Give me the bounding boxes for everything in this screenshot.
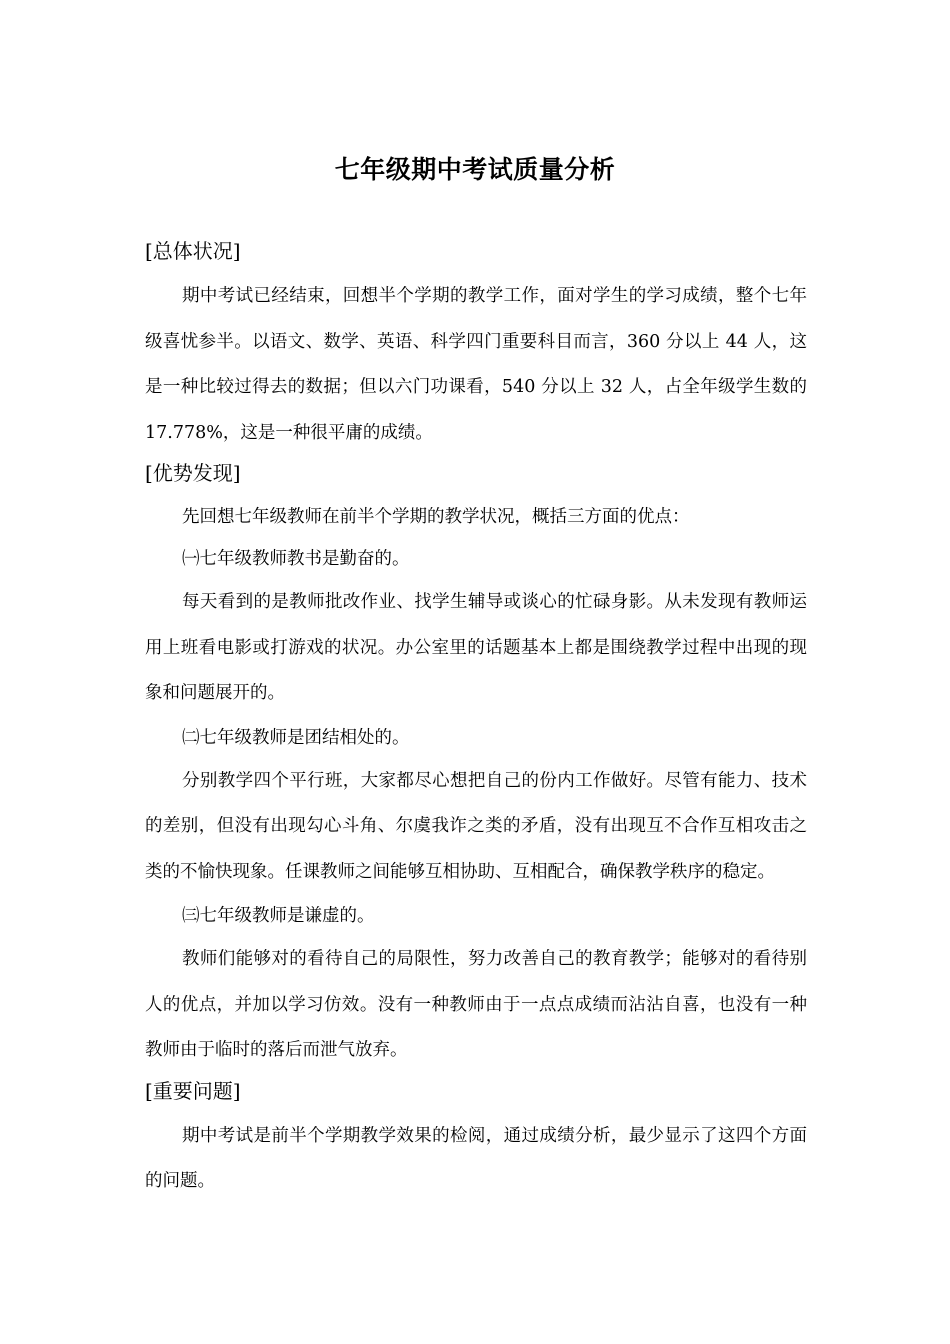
section-heading-problems: [重要问题] [145,1078,241,1103]
paragraph: 期中考试已经结束，回想半个学期的教学工作，面对学生的学习成绩，整个七年级喜忧参半。以语文、数学、英语、科学四门重要科目而言，360 分以上 44 人，这是一种比较过得去的数据；但以六门功课看，540 分以上 32 人，占全年级学生数的 17.778%，这是一种很平庸的成绩。 [145,286,807,443]
numbered-point: ㈠七年级教师教书是勤奋的。 [182,549,410,569]
paragraph: 先回想七年级教师在前半个学期的教学状况，概括三方面的优点： [182,507,690,527]
paragraph: 期中考试是前半个学期教学效果的检阅，通过成绩分析，最少显示了这四个方面的问题。 [145,1125,807,1191]
document-title: 七年级期中考试质量分析 [334,155,616,184]
paragraph: 分别教学四个平行班，大家都尽心想把自己的份内工作做好。尽管有能力、技术的差别，但没有出现勾心斗角、尔虞我诈之类的矛盾，没有出现互不合作互相攻击之类的不愉快现象。任课教师之间能够互相协助、互相配合，确保教学秩序的稳定。 [145,770,807,882]
document-body [145,232,807,1205]
section-heading-overall: [总体状况] [145,239,241,263]
paragraph: 教师们能够对的看待自己的局限性，努力改善自己的教育教学；能够对的看待别人的优点，并加以学习仿效。没有一种教师由于一点点成绩而沾沾自喜，也没有一种教师由于临时的落后而泄气放弃。 [145,949,807,1060]
numbered-point: ㈢七年级教师是谦虚的。 [182,906,375,926]
paragraph: 每天看到的是教师批改作业、找学生辅导或谈心的忙碌身影。从未发现有教师运用上班看电影或打游戏的状况。办公室里的话题基本上都是围绕教学过程中出现的现象和问题展开的。 [145,592,807,703]
numbered-point: ㈡七年级教师是团结相处的。 [182,727,410,748]
section-heading-strengths: [优势发现] [145,461,241,485]
